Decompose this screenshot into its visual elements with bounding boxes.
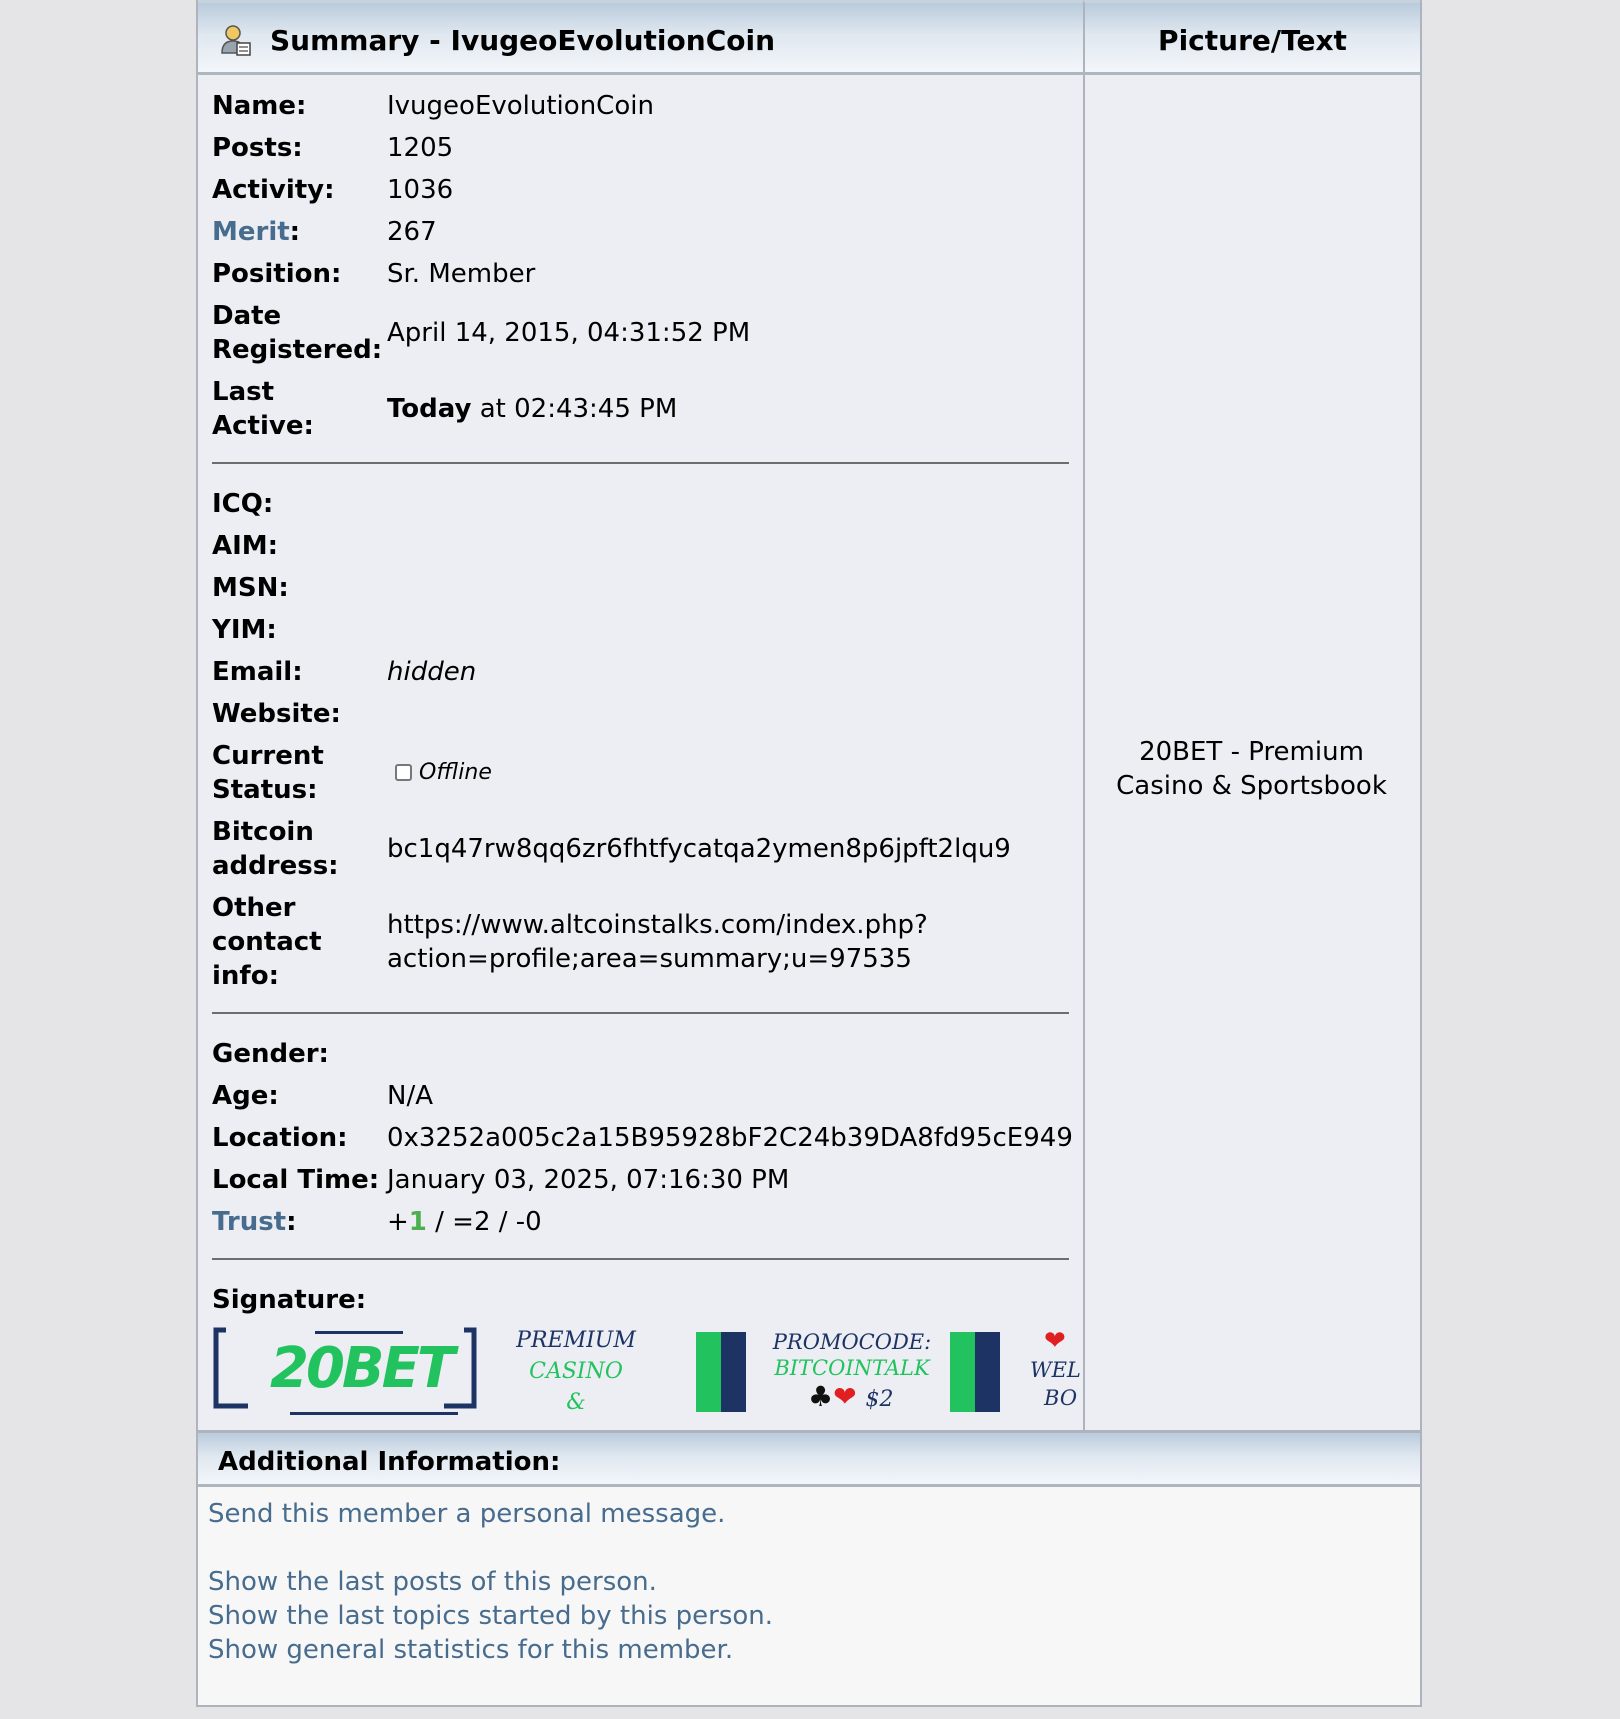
other-contact-label-line3: info: [212, 961, 279, 991]
last-active-time: at 02:43:45 PM [471, 394, 678, 424]
name-value: IvugeoEvolutionCoin [387, 91, 654, 121]
trust-rest: / =2 / -0 [426, 1207, 542, 1237]
website-label: Website: [212, 699, 341, 729]
trust-label: Trust: [212, 1207, 297, 1237]
bracket-left-icon [212, 1326, 252, 1410]
signature-amp: & [566, 1390, 586, 1415]
trust-plus: + [387, 1207, 409, 1237]
local-time-label: Local Time: [212, 1165, 380, 1195]
picture-text-line1: 20BET - Premium [1139, 737, 1364, 767]
signature-bo: BO [1044, 1386, 1078, 1410]
signature-banner[interactable] [212, 1322, 1081, 1422]
additional-info-title: Additional Information: [218, 1447, 561, 1477]
picture-text-content [1083, 735, 1420, 803]
signature-stripe-navy-1 [721, 1332, 746, 1412]
last-active-today: Today [387, 394, 472, 424]
bitcoin-label-line2: address: [212, 851, 339, 881]
msn-label: MSN: [212, 573, 289, 603]
heart-icon: ❤ [833, 1380, 857, 1413]
signature-wel: WEL [1030, 1358, 1081, 1382]
local-time-value: January 03, 2025, 07:16:30 PM [387, 1165, 790, 1195]
bracket-bottom-line [290, 1412, 458, 1415]
trust-positive: 1 [408, 1207, 427, 1237]
signature-label: Signature: [212, 1285, 367, 1315]
bitcoin-label-line1: Bitcoin [212, 817, 314, 847]
other-contact-line2: action=profile;area=summary;u=97535 [387, 944, 912, 974]
age-label: Age: [212, 1081, 279, 1111]
signature-stripe-green-1 [696, 1332, 721, 1412]
merit-link[interactable]: Merit [212, 217, 290, 247]
location-value: 0x3252a005c2a15B95928bF2C24b39DA8fd95cE949 [387, 1123, 1073, 1153]
summary-title: Summary - IvugeoEvolutionCoin [270, 24, 776, 57]
signature-brand: 20BET [270, 1336, 453, 1401]
bitcoin-address-value: bc1q47rw8qq6zr6fhtfycatqa2ymen8p6jpft2lqu9 [387, 834, 1011, 864]
status-value [395, 756, 492, 790]
email-value: hidden [387, 657, 477, 687]
age-value: N/A [387, 1081, 433, 1111]
additional-info-links [198, 1487, 1420, 1705]
signature-promocode: PROMOCODE: [772, 1330, 932, 1354]
bracket-top-line [315, 1331, 403, 1334]
icq-label: ICQ: [212, 489, 274, 519]
status-text: Offline [419, 760, 492, 785]
last-posts-link[interactable]: Show the last posts of this person. [208, 1567, 657, 1597]
signature-casino: CASINO [529, 1359, 623, 1384]
other-contact-label-line1: Other [212, 893, 296, 923]
picture-text-header [1083, 0, 1420, 75]
merit-label: Merit: [212, 217, 301, 247]
signature-suits [808, 1380, 928, 1417]
picture-text-line2: Casino & Sportsbook [1116, 771, 1387, 801]
other-contact-label-line2: contact [212, 927, 322, 957]
send-pm-link[interactable]: Send this member a personal message. [208, 1499, 726, 1529]
picture-text-title: Picture/Text [1158, 24, 1347, 57]
gender-label: Gender: [212, 1039, 329, 1069]
name-label: Name: [212, 91, 307, 121]
date-registered-label-line2: Registered: [212, 335, 383, 365]
other-contact-line1: https://www.altcoinstalks.com/index.php? [387, 910, 928, 940]
last-active-label-line2: Active: [212, 411, 314, 441]
signature-code: BITCOINTALK [774, 1356, 930, 1380]
divider-2 [212, 1012, 1069, 1014]
posts-value: 1205 [387, 133, 454, 163]
summary-header [198, 0, 1083, 75]
club-icon: ♣ [808, 1380, 834, 1413]
merit-value: 267 [387, 217, 437, 247]
offline-icon [395, 764, 412, 781]
current-status-label-line2: Status: [212, 775, 318, 805]
yim-label: YIM: [212, 615, 277, 645]
last-active-label-line1: Last [212, 377, 275, 407]
signature-amount: $2 [865, 1387, 894, 1412]
divider-1 [212, 462, 1069, 464]
last-active-value [387, 392, 677, 426]
position-value: Sr. Member [387, 259, 536, 289]
user-profile-icon [220, 23, 252, 57]
signature-stripe-navy-2 [975, 1332, 1000, 1412]
aim-label: AIM: [212, 531, 279, 561]
profile-panel [196, 0, 1422, 1707]
additional-info-header [198, 1430, 1420, 1487]
location-label: Location: [212, 1123, 348, 1153]
date-registered-label-line1: Date [212, 301, 282, 331]
activity-value: 1036 [387, 175, 454, 205]
posts-label: Posts: [212, 133, 303, 163]
current-status-label-line1: Current [212, 741, 324, 771]
position-label: Position: [212, 259, 342, 289]
signature-heart-icon: ❤ [1044, 1326, 1066, 1356]
activity-label: Activity: [212, 175, 335, 205]
email-label: Email: [212, 657, 303, 687]
trust-link[interactable]: Trust [212, 1207, 287, 1237]
signature-stripe-green-2 [950, 1332, 975, 1412]
date-registered-value: April 14, 2015, 04:31:52 PM [387, 318, 751, 348]
last-topics-link[interactable]: Show the last topics started by this person. [208, 1601, 774, 1631]
general-stats-link[interactable]: Show general statistics for this member. [208, 1635, 734, 1665]
trust-value [387, 1205, 542, 1239]
signature-premium: PREMIUM [516, 1328, 636, 1353]
divider-3 [212, 1258, 1069, 1260]
